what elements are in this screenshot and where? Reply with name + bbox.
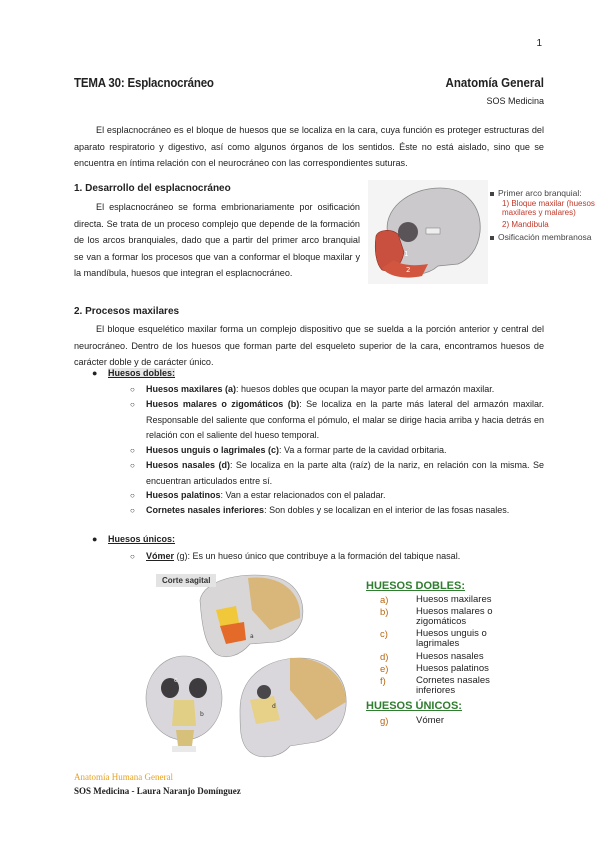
intro-paragraph: El esplacnocráneo es el bloque de huesos que se localiza en la cara, cuya función es proteger estructuras del aparato respiratorio y digestivo, así como algunos órganos de los sentidos. Éste no está aislado, sino que se encuentra en íntima relación con el neurocráneo con las correspondientes suturas. — [74, 125, 544, 168]
dobles-item-3: ○ Huesos nasales (d): Se localiza en la parte alta (raíz) de la nariz, en relación con la misma. Se encuentran articulados entre sí. — [130, 460, 544, 486]
footer-author: SOS Medicina - Laura Naranjo Domínguez — [74, 786, 241, 796]
subject-title: Anatomía General — [445, 76, 544, 90]
svg-text:d: d — [272, 703, 276, 710]
dobles-item-4: ○ Huesos palatinos: Van a estar relacionados con el paladar. — [146, 488, 544, 504]
page-title: TEMA 30: Esplacnocráneo — [74, 76, 214, 90]
bullet-icon: ● — [92, 534, 98, 544]
section1-paragraph: El esplacnocráneo se forma embrionariamente por osificación directa. Se trata de un proceso complejo que depende de la formación de los arcos branquiales, dado que a partir del primer arco branquial se van a formar los procesos que van a conformar el bloque maxilar y la mandíbula, huesos que integran el esplacnocráneo. — [74, 202, 360, 278]
footer-title: Anatomía Humana General — [74, 772, 173, 782]
dobles-item-5: ○ Cornetes nasales inferiores: Son dobles y se localizan en el interior de las fosas nasales. — [146, 503, 544, 519]
page-number: 1 — [536, 38, 542, 49]
circle-bullet-icon: ○ — [130, 461, 135, 470]
circle-bullet-icon: ○ — [130, 400, 135, 409]
dobles-bullet — [92, 368, 175, 378]
svg-text:c: c — [174, 677, 178, 684]
unicos-bullet — [92, 534, 175, 544]
svg-text:1: 1 — [404, 250, 409, 258]
skull-lateral-image — [368, 180, 488, 284]
svg-text:b: b — [200, 711, 204, 718]
subject-org: SOS Medicina — [486, 96, 544, 106]
fig1-bullet-ossification: Osificación membranosa — [490, 232, 592, 242]
fig1-bullet-first-arch: Primer arco branquial: — [490, 188, 582, 198]
fig1-sub-mandible: 2) Mandíbula — [502, 220, 549, 229]
skulls-image — [140, 570, 350, 766]
section2-heading: 2. Procesos maxilares — [74, 306, 180, 317]
unicos-label: Huesos únicos: — [108, 534, 176, 544]
dobles-item-1: ○ Huesos malares o zigomáticos (b): Se localiza en la parte más lateral del armazón maxilar. Responsable del saliente que conforma el pómulo, el malar se dirige hacia arriba y hacia detrás en relación con el saliente del hueso temporal. — [130, 399, 544, 440]
section2-paragraph: El bloque esquelético maxilar forma un complejo dispositivo que se suelda a la porción anterior y central del neurocráneo. Dentro de los huesos que forman parte del esqueleto superior de la cara, encontramos huesos de carácter doble y de carácter único. — [74, 324, 544, 367]
circle-bullet-icon: ○ — [130, 446, 135, 455]
circle-bullet-icon: ○ — [130, 491, 135, 500]
square-bullet-icon — [490, 192, 494, 196]
dobles-item-2: ○ Huesos unguis o lagrimales (c): Va a formar parte de la cavidad orbitaria. — [146, 443, 544, 459]
legend: HUESOS DOBLES: a) Huesos maxilares b) Huesos malares o zigomáticos c) Huesos unguis o lagrimales d) Huesos nasales e) Huesos palatinos f) Cornetes nasales inferiores HUESOS ÚNICOS: g) Vómer — [366, 580, 493, 727]
circle-bullet-icon: ○ — [130, 506, 135, 515]
circle-bullet-icon: ○ — [130, 385, 135, 394]
section1-heading: 1. Desarrollo del esplacnocráneo — [74, 183, 231, 194]
skull-lateral-figure — [368, 180, 600, 284]
circle-bullet-icon: ○ — [130, 552, 135, 561]
svg-text:a: a — [250, 633, 254, 640]
skulls-figure — [140, 570, 350, 766]
square-bullet-icon — [490, 236, 494, 240]
unicos-item-0: ○ Vómer (g): Es un hueso único que contribuye a la formación del tabique nasal. — [146, 549, 544, 565]
figure-caption: Corte sagital — [156, 574, 216, 587]
svg-text:2: 2 — [406, 266, 411, 274]
dobles-item-0: ○ Huesos maxilares (a): huesos dobles que ocupan la mayor parte del armazón maxilar. — [146, 382, 544, 398]
bullet-icon: ● — [92, 368, 98, 378]
dobles-label: Huesos dobles: — [108, 368, 176, 378]
legend-dobles-title: HUESOS DOBLES: — [366, 580, 466, 592]
legend-unicos-title: HUESOS ÚNICOS: — [366, 700, 462, 712]
fig1-sub-maxillary: 1) Bloque maxilar (huesos maxilares y malares) — [502, 199, 595, 217]
